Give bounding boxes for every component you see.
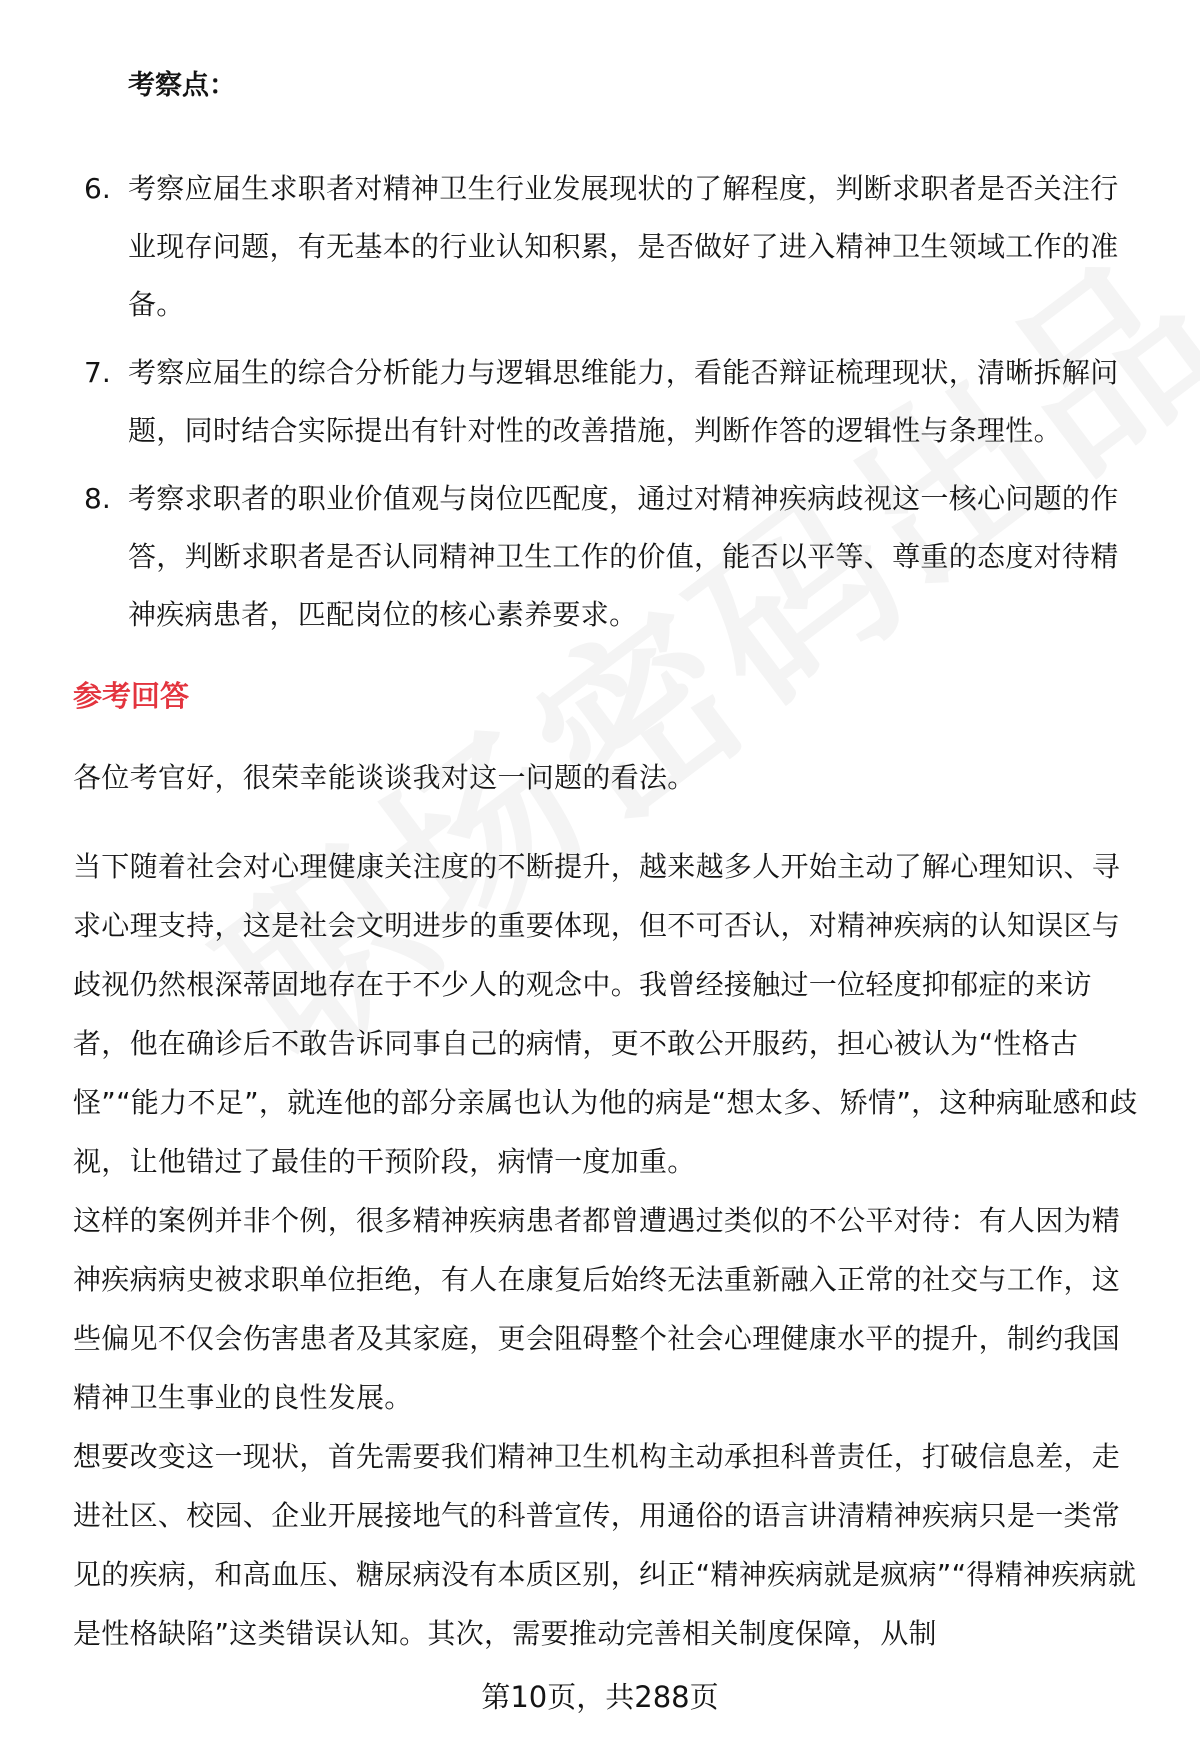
answer-paragraph: 想要改变这一现状，首先需要我们精神卫生机构主动承担科普责任，打破信息差，走进社区、校园、企业开展接地气的科普宣传，用通俗的语言讲清精神疾病只是一类常见的疾病，和高血压、糖尿病没有本质区别，纠正“精神疾病就是疯病”“得精神疾病就是性格缺陷”这类错误认知。其次，需要推动完善相关制度保障，从制	[73, 1440, 1137, 1650]
reference-answer-body	[73, 748, 1145, 1663]
answer-paragraph: 这样的案例并非个例，很多精神疾病患者都曾遭遇过类似的不公平对待：有人因为精神疾病病史被求职单位拒绝，有人在康复后始终无法重新融入正常的社交与工作，这些偏见不仅会伤害患者及其家庭，更会阻碍整个社会心理健康水平的提升，制约我国精神卫生事业的良性发展。	[73, 1204, 1121, 1414]
list-item	[0, 160, 1200, 334]
answer-paragraph: 各位考官好，很荣幸能谈谈我对这一问题的看法。	[73, 761, 696, 794]
section-heading: 考察点：	[128, 70, 236, 101]
list-item-number: 7.	[84, 356, 111, 389]
page-number-footer: 第10页，共288页	[481, 1680, 719, 1714]
answer-paragraph: 当下随着社会对心理健康关注度的不断提升，越来越多人开始主动了解心理知识、寻求心理支持，这是社会文明进步的重要体现，但不可否认，对精神疾病的认知误区与歧视仍然根深蒂固地存在于不少人的观念中。我曾经接触过一位轻度抑郁症的来访者，他在确诊后不敢告诉同事自己的病情，更不敢公开服药，担心被认为“性格古怪”“能力不足”，就连他的部分亲属也认为他的病是“想太多、矫情”，这种病耻感和歧视，让他错过了最佳的干预阶段，病情一度加重。	[73, 850, 1138, 1178]
list-item	[0, 344, 1200, 460]
list-item	[0, 470, 1200, 644]
list-item-number: 8.	[84, 482, 111, 515]
list-item-number: 6.	[84, 172, 111, 205]
assessment-points-list	[0, 160, 1200, 654]
list-item-text: 考察应届生求职者对精神卫生行业发展现状的了解程度，判断求职者是否关注行业现存问题，有无基本的行业认知积累，是否做好了进入精神卫生领域工作的准备。	[128, 172, 1119, 321]
list-item-text: 考察应届生的综合分析能力与逻辑思维能力，看能否辩证梳理现状，清晰拆解问题，同时结合实际提出有针对性的改善措施，判断作答的逻辑性与条理性。	[128, 356, 1119, 447]
list-item-text: 考察求职者的职业价值观与岗位匹配度，通过对精神疾病歧视这一核心问题的作答，判断求职者是否认同精神卫生工作的价值，能否以平等、尊重的态度对待精神疾病患者，匹配岗位的核心素养要求。	[128, 482, 1119, 631]
reference-answer-heading: 参考回答	[73, 679, 190, 713]
